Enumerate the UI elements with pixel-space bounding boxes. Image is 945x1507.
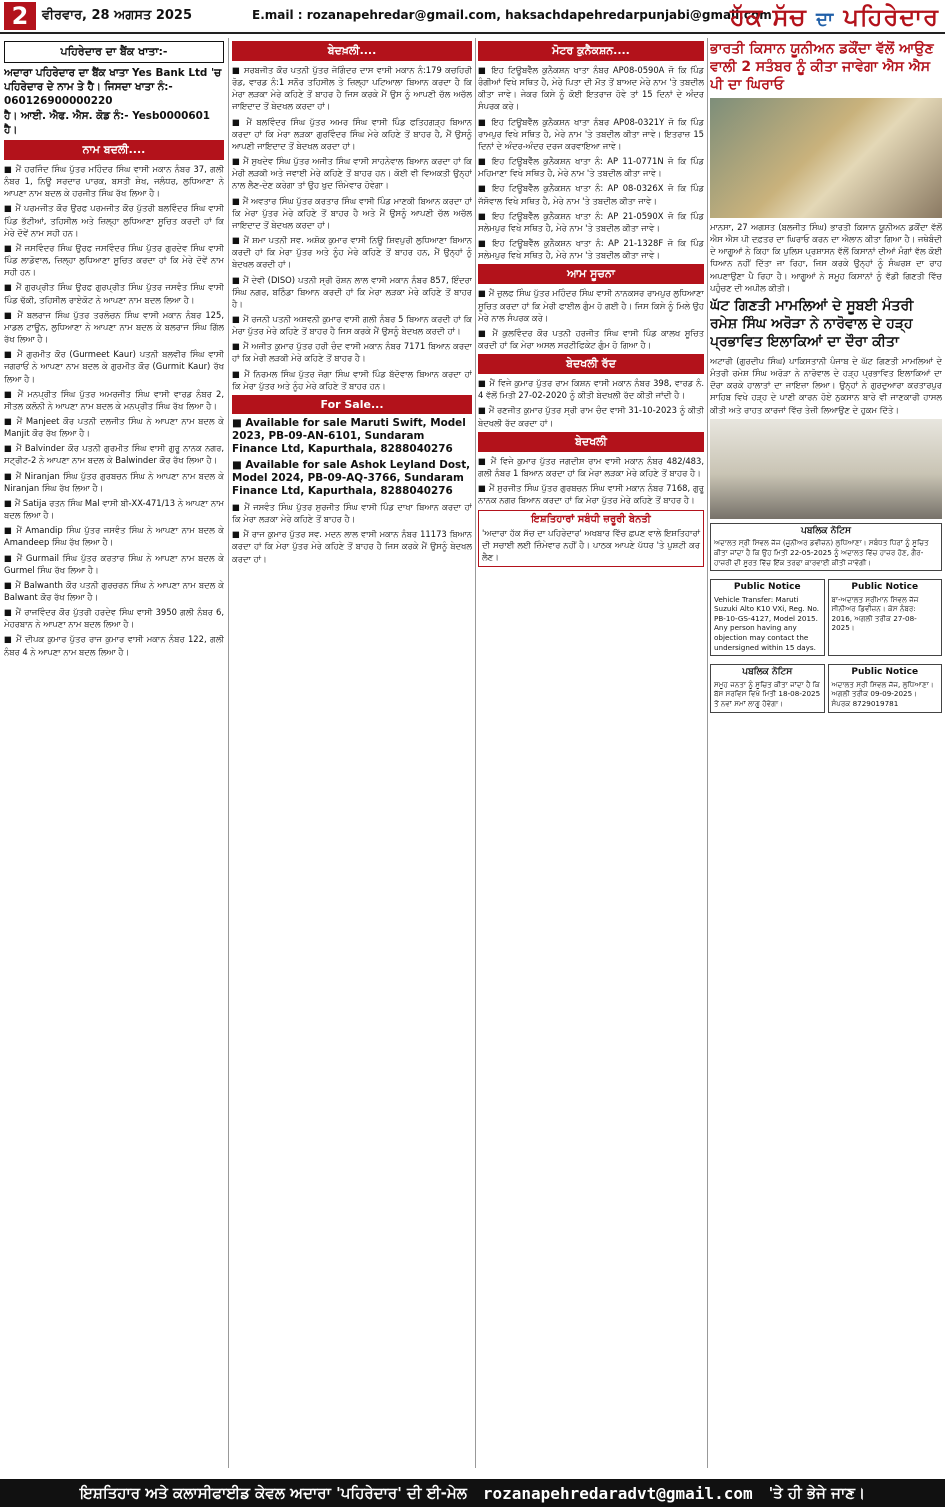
- column-4: [710, 38, 942, 1468]
- column-3: [478, 38, 704, 1468]
- list-item: ■ ਇਹ ਟਿਊਬਵੈੱਲ ਕੁਨੈਕਸ਼ਨ ਖਾਤਾ ਨੰਬਰ AP08-0321Y ਜੋ ਕਿ ਪਿੰਡ ਰਾਮਪੁਰ ਵਿਖੇ ਸਥਿਤ ਹੈ, ਮੇਰੇ ਨਾਮ 'ਤੇ ਤਬਦੀਲ ਕੀਤਾ ਜਾਵੇ। ਇਤਰਾਜ਼ 15 ਦਿਨਾਂ ਦੇ ਅੰਦਰ-ਅੰਦਰ ਦਰਜ ਕਰਵਾਇਆ ਜਾਵੇ।: [478, 116, 704, 151]
- list-item: ■ ਮੈਂ Manjeet ਕੌਰ ਪਤਨੀ ਦਲਜੀਤ ਸਿੰਘ ਨੇ ਆਪਣਾ ਨਾਮ ਬਦਲ ਕੇ Manjit ਕੌਰ ਰੱਖ ਲਿਆ ਹੈ।: [4, 415, 224, 439]
- public-notice: [710, 579, 825, 656]
- disinheritance-cancel-heading: ਬੇਦਖਲੀ ਰੱਦ: [478, 354, 704, 374]
- story-farmers-union: ਮਾਨਸਾ, 27 ਅਗਸਤ (ਬਲਜੀਤ ਸਿੰਘ) ਭਾਰਤੀ ਕਿਸਾਨ ਯੂਨੀਅਨ ਡਕੌਂਦਾ ਵੱਲੋਂ ਐਸ ਐਸ ਪੀ ਦਫ਼ਤਰ ਦਾ ਘਿਰਾਓ ਕਰਨ ਦਾ ਐਲਾਨ ਕੀਤਾ ਗਿਆ ਹੈ। ਜਥੇਬੰਦੀ ਦੇ ਆਗੂਆਂ ਨੇ ਕਿਹਾ ਕਿ ਪੁਲਿਸ ਪ੍ਰਸ਼ਾਸਨ ਵੱਲੋਂ ਕਿਸਾਨਾਂ ਦੀਆਂ ਮੰਗਾਂ ਵੱਲ ਕੋਈ ਧਿਆਨ ਨਹੀਂ ਦਿੱਤਾ ਜਾ ਰਿਹਾ, ਜਿਸ ਕਰਕੇ ਉਨ੍ਹਾਂ ਨੂੰ ਸੰਘਰਸ਼ ਦਾ ਰਾਹ ਅਪਣਾਉਣਾ ਪੈ ਰਿਹਾ ਹੈ। ਆਗੂਆਂ ਨੇ ਸਮੂਹ ਕਿਸਾਨਾਂ ਨੂੰ ਵੱਡੀ ਗਿਣਤੀ ਵਿੱਚ ਪਹੁੰਚਣ ਦੀ ਅਪੀਲ ਕੀਤੀ।: [710, 222, 942, 293]
- notice-text: Vehicle Transfer: Maruti Suzuki Alto K10 VXi, Reg. No. PB-10-GS-4127, Model 2015. Any person having any objection may contact the undersigned within 15 days.: [714, 594, 820, 652]
- list-item: ■ ਮੈਂ Amandip ਸਿੰਘ ਪੁੱਤਰ ਜਸਵੰਤ ਸਿੰਘ ਨੇ ਆਪਣਾ ਨਾਮ ਬਦਲ ਕੇ Amandeep ਸਿੰਘ ਰੱਖ ਲਿਆ ਹੈ।: [4, 525, 224, 548]
- bank-line: ਅਦਾਰਾ ਪਹਿਰੇਦਾਰ ਦਾ ਬੈਂਕ ਖਾਤਾ Yes Bank Ltd 'ਚ ਪਹਿਰੇਦਾਰ ਦੇ ਨਾਮ ਤੇ ਹੈ। ਜਿਸਦਾ ਖਾਤਾ ਨੰ:- 060126900000220: [4, 67, 222, 107]
- column-1: [4, 38, 224, 1468]
- list-item: ■ ਮੈਂ Satija ਰਤਨ ਸਿੰਘ Mal ਵਾਸੀ ਬੀ-XX-471/13 ਨੇ ਆਪਣਾ ਨਾਮ ਬਦਲ ਲਿਆ ਹੈ।: [4, 497, 224, 521]
- notice-row: [710, 575, 942, 660]
- list-item: ■ ਮੈਂ Balvinder ਕੌਰ ਪਤਨੀ ਗੁਰਮੀਤ ਸਿੰਘ ਵਾਸੀ ਗੁਰੂ ਨਾਨਕ ਨਗਰ, ਸਟ੍ਰੀਟ-2 ਨੇ ਆਪਣਾ ਨਾਮ ਬਦਲ ਕੇ Balwinder ਕੌਰ ਰੱਖ ਲਿਆ ਹੈ।: [4, 443, 224, 466]
- list-item: ■ ਮੈਂ Gurmail ਸਿੰਘ ਪੁੱਤਰ ਕਰਤਾਰ ਸਿੰਘ ਨੇ ਆਪਣਾ ਨਾਮ ਬਦਲ ਕੇ Gurmel ਸਿੰਘ ਰੱਖ ਲਿਆ ਹੈ।: [4, 552, 224, 575]
- disinheritance-list-2: [232, 501, 472, 565]
- disinheritance-list-3: [478, 455, 704, 507]
- list-item: ■ ਮੈਂ ਦੇਵੀ (DISO) ਪਤਨੀ ਸ੍ਰੀ ਰੋਸ਼ਨ ਲਾਲ ਵਾਸੀ ਮਕਾਨ ਨੰਬਰ 857, ਇੰਦਰਾ ਸਿੰਘ ਨਗਰ, ਬਠਿੰਡਾ ਬਿਆਨ ਕਰਦੀ ਹਾਂ ਕਿ ਮੇਰਾ ਲੜਕਾ ਮੇਰੇ ਕਹਿਣੇ ਤੋਂ ਬਾਹਰ ਹੈ।: [232, 274, 472, 309]
- disinheritance-cancel-list: [478, 377, 704, 429]
- notice-title: Public Notice: [733, 582, 801, 593]
- public-notice: [828, 664, 943, 712]
- list-item: ■ ਮੈਂ ਗੁਰਮੀਤ ਕੌਰ (Gurmeet Kaur) ਪਤਨੀ ਬਲਵੀਰ ਸਿੰਘ ਵਾਸੀ ਜਗਰਾਓਂ ਨੇ ਆਪਣਾ ਨਾਮ ਬਦਲ ਕੇ ਗੁਰਮੀਤ ਕੌਰ (Gurmit Kaur) ਰੱਖ ਲਿਆ ਹੈ।: [4, 349, 224, 384]
- motor-connection-heading: ਮੋਟਰ ਕੁਨੈਕਸ਼ਨ....: [478, 41, 704, 61]
- column-divider: [707, 38, 708, 1468]
- footer-text: 'ਤੇ ਹੀ ਭੇਜੇ ਜਾਣ।: [768, 1484, 866, 1502]
- list-item: ■ ਮੈਂ ਅਵਤਾਰ ਸਿੰਘ ਪੁੱਤਰ ਕਰਤਾਰ ਸਿੰਘ ਵਾਸੀ ਪਿੰਡ ਮਾਣਕੀ ਬਿਆਨ ਕਰਦਾ ਹਾਂ ਕਿ ਮੇਰਾ ਪੁੱਤਰ ਮੇਰੇ ਕਹਿਣੇ ਤੋਂ ਬਾਹਰ ਹੈ ਅਤੇ ਮੈਂ ਉਸਨੂੰ ਆਪਣੀ ਚੱਲ ਅਚੱਲ ਜਾਇਦਾਦ ਤੋਂ ਬੇਦਖਲ ਕਰਦਾ ਹਾਂ।: [232, 195, 472, 230]
- general-notice-list: [478, 287, 704, 351]
- advertising-disclaimer-box: [478, 510, 704, 567]
- list-item: ■ ਮੈਂ ਜ਼ੁਲਫ ਸਿੰਘ ਪੁੱਤਰ ਮਹਿੰਦਰ ਸਿੰਘ ਵਾਸੀ ਨਾਨਕਸਰ ਰਾਮਪੁਰ ਲੁਧਿਆਣਾ ਸੂਚਿਤ ਕਰਦਾ ਹਾਂ ਕਿ ਮੇਰੀ ਫਾਈਲ ਗੁੰਮ ਹੋ ਗਈ ਹੈ। ਜਿਸ ਕਿਸੇ ਨੂੰ ਮਿਲੇ ਉਹ ਮੇਰੇ ਨਾਲ ਸੰਪਰਕ ਕਰੇ।: [478, 288, 704, 323]
- headline-minister-visit: ਘੱਟ ਗਿਣਤੀ ਮਾਮਲਿਆਂ ਦੇ ਸੂਬਈ ਮੰਤਰੀ ਰਮੇਸ਼ ਸਿੰਘ ਅਰੋੜਾ ਨੇ ਨਾਰੋਵਾਲ ਦੇ ਹੜ੍ਹ ਪ੍ਰਭਾਵਿਤ ਇਲਾਕਿਆਂ ਦਾ ਦੌਰਾ ਕੀਤਾ: [710, 297, 914, 350]
- footer-banner: [0, 1479, 945, 1507]
- list-item: ■ ਮੈਂ Balwanth ਕੌਰ ਪਤਨੀ ਗੁਰਚਰਨ ਸਿੰਘ ਨੇ ਆਪਣਾ ਨਾਮ ਬਦਲ ਕੇ Balwant ਕੌਰ ਰੱਖ ਲਿਆ ਹੈ।: [4, 579, 224, 602]
- name-change-heading: ਨਾਮ ਬਦਲੀ....: [4, 140, 224, 160]
- general-notice-heading: ਆਮ ਸੂਚਨਾ: [478, 264, 704, 284]
- disinheritance-list: [232, 64, 472, 392]
- disclaimer-text: 'ਅਦਾਰਾ ਹੱਕ ਸੱਚ ਦਾ ਪਹਿਰੇਦਾਰ' ਅਖਬਾਰ ਵਿੱਚ ਛਪਣ ਵਾਲੇ ਇਸ਼ਤਿਹਾਰਾਂ ਦੀ ਸਚਾਈ ਲਈ ਜ਼ਿੰਮੇਵਾਰ ਨਹੀਂ ਹੈ। ਪਾਠਕ ਆਪਣੇ ਪੱਧਰ 'ਤੇ ਪੁਸ਼ਟੀ ਕਰ ਲੈਣ।: [482, 527, 700, 562]
- notice-text: ਸਮੂਹ ਜਨਤਾ ਨੂੰ ਸੂਚਿਤ ਕੀਤਾ ਜਾਂਦਾ ਹੈ ਕਿ ਬੱਸ ਸਰਵਿਸ ਵਿਖੇ ਮਿਤੀ 18-08-2025 ਤੋਂ ਨਵਾਂ ਸਮਾਂ ਲਾਗੂ ਹੋਵੇਗਾ।: [714, 679, 821, 709]
- list-item: ■ ਇਹ ਟਿਊਬਵੈੱਲ ਕੁਨੈਕਸ਼ਨ ਖਾਤਾ ਨੰ: AP 11-0771N ਜੋ ਕਿ ਪਿੰਡ ਮਹਿਮਾਣਾ ਵਿਖੇ ਸਥਿਤ ਹੈ, ਮੇਰੇ ਨਾਮ 'ਤੇ ਤਬਦੀਲ ਕੀਤਾ ਜਾਵੇ।: [478, 156, 704, 179]
- notice-title: Public Notice: [851, 582, 919, 593]
- list-item: ■ ਮੈਂ ਕੁਲਵਿੰਦਰ ਕੌਰ ਪਤਨੀ ਹਰਜੀਤ ਸਿੰਘ ਵਾਸੀ ਪਿੰਡ ਕਾਲਖ ਸੂਚਿਤ ਕਰਦੀ ਹਾਂ ਕਿ ਮੇਰਾ ਅਸਲ ਸਰਟੀਫਿਕੇਟ ਗੁੰਮ ਹੋ ਗਿਆ ਹੈ।: [478, 327, 704, 350]
- list-item: ■ ਮੈਂ ਰਾਜਵਿੰਦਰ ਕੌਰ ਪੁੱਤਰੀ ਹਰਦੇਵ ਸਿੰਘ ਵਾਸੀ 3950 ਗਲੀ ਨੰਬਰ 6, ਮੇਹਰਬਾਨ ਨੇ ਆਪਣਾ ਨਾਮ ਬਦਲ ਲਿਆ ਹੈ।: [4, 607, 224, 630]
- notice-text: ਬਾ-ਅਦਾਲਤ ਸ੍ਰੀਮਾਨ ਸਿਵਲ ਜੱਜ ਸੀਨੀਅਰ ਡਿਵੀਜ਼ਨ। ਕੇਸ ਨੰਬਰ: 2016, ਅਗਲੀ ਤਰੀਕ 27-08-2025।: [831, 594, 919, 633]
- list-item: ■ ਮੈਂ ਬਲਵਿੰਦਰ ਸਿੰਘ ਪੁੱਤਰ ਅਮਰ ਸਿੰਘ ਵਾਸੀ ਪਿੰਡ ਫਤਿਹਗੜ੍ਹ ਬਿਆਨ ਕਰਦਾ ਹਾਂ ਕਿ ਮੇਰਾ ਲੜਕਾ ਗੁਰਵਿੰਦਰ ਸਿੰਘ ਮੇਰੇ ਕਹਿਣੇ ਤੋਂ ਬਾਹਰ ਹੈ, ਮੈਂ ਉਸਨੂੰ ਆਪਣੀ ਜਾਇਦਾਦ ਤੋਂ ਬੇਦਖਲ ਕਰਦਾ ਹਾਂ।: [232, 116, 472, 151]
- list-item: ■ ਮੈਂ ਹਰਜਿੰਦ ਸਿੰਘ ਪੁੱਤਰ ਮਹਿੰਦਰ ਸਿੰਘ ਵਾਸੀ ਮਕਾਨ ਨੰਬਰ 37, ਗਲੀ ਨੰਬਰ 1, ਨਿਊ ਸਰਦਾਰ ਪਾਰਕ, ਬਸਤੀ ਸ਼ੇਖ, ਜਲੰਧਰ, ਲੁਧਿਆਣਾ ਨੇ ਆਪਣਾ ਨਾਮ ਬਦਲ ਕੇ ਹਰਜੀਤ ਸਿੰਘ ਰੱਖ ਲਿਆ ਹੈ।: [4, 164, 224, 199]
- list-item: ■ ਸਰਬਜੀਤ ਕੌਰ ਪਤਨੀ ਪੁੱਤਰ ਜੋਗਿੰਦਰ ਦਾਸ ਵਾਸੀ ਮਕਾਨ ਨੰ:179 ਕਚਹਿਰੀ ਰੋਡ, ਵਾਰਡ ਨੰ:1 ਸਨੌਰ ਤਹਿਸੀਲ ਤੇ ਜ਼ਿਲ੍ਹਾ ਪਟਿਆਲਾ ਬਿਆਨ ਕਰਦਾ ਹੈ ਕਿ ਮੇਰਾ ਲੜਕਾ ਮੇਰੇ ਕਹਿਣੇ ਤੋਂ ਬਾਹਰ ਹੈ ਜਿਸ ਕਰਕੇ ਮੈਂ ਉਸ ਨੂੰ ਆਪਣੀ ਚੱਲ ਅਚੱਲ ਜਾਇਦਾਦ ਤੋਂ ਬੇਦਖਲ ਕਰਦਾ ਹਾਂ।: [232, 65, 472, 112]
- notice-title: ਪਬਲਿਕ ਨੋਟਿਸ: [801, 525, 851, 536]
- list-item: ■ ਮੈਂ ਅਜੀਤ ਕੁਮਾਰ ਪੁੱਤਰ ਹਰੀ ਚੰਦ ਵਾਸੀ ਮਕਾਨ ਨੰਬਰ 7171 ਬਿਆਨ ਕਰਦਾ ਹਾਂ ਕਿ ਮੇਰੀ ਲੜਕੀ ਮੇਰੇ ਕਹਿਣੇ ਤੋਂ ਬਾਹਰ ਹੈ।: [232, 341, 472, 364]
- list-item: ■ ਮੈਂ ਗੁਰਪ੍ਰੀਤ ਸਿੰਘ ਉਰਫ ਗੁਰਪ੍ਰੀਤ ਸਿੰਘ ਪੁੱਤਰ ਜਸਵੰਤ ਸਿੰਘ ਵਾਸੀ ਪਿੰਡ ਢੱਕੀ, ਤਹਿਸੀਲ ਰਾਏਕੋਟ ਨੇ ਆਪਣਾ ਨਾਮ ਬਦਲ ਲਿਆ ਹੈ।: [4, 282, 224, 305]
- bank-account-box: [4, 66, 224, 137]
- list-item: ■ ਮੈਂ ਮਨਪ੍ਰੀਤ ਸਿੰਘ ਪੁੱਤਰ ਅਮਰਜੀਤ ਸਿੰਘ ਵਾਸੀ ਵਾਰਡ ਨੰਬਰ 2, ਸੀਤਲ ਕਲੋਨੀ ਨੇ ਆਪਣਾ ਨਾਮ ਬਦਲ ਕੇ ਮਨਪ੍ਰੀਤ ਸਿੰਘ ਰੱਖ ਲਿਆ ਹੈ।: [4, 388, 224, 411]
- public-notice: [710, 664, 825, 712]
- column-2: [232, 38, 472, 1468]
- date-line: ਵੀਰਵਾਰ, 28 ਅਗਸਤ 2025: [42, 8, 193, 23]
- list-item: ■ ਇਹ ਟਿਊਬਵੈੱਲ ਕੁਨੈਕਸ਼ਨ ਖਾਤਾ ਨੰ: AP 08-0326X ਜੋ ਕਿ ਪਿੰਡ ਜੱਸੋਵਾਲ ਵਿਖੇ ਸਥਿਤ ਹੈ, ਮੇਰੇ ਨਾਮ 'ਤੇ ਤਬਦੀਲ ਕੀਤਾ ਜਾਵੇ।: [478, 183, 704, 206]
- list-item: ■ ਇਹ ਟਿਊਬਵੈੱਲ ਕੁਨੈਕਸ਼ਨ ਖਾਤਾ ਨੰਬਰ AP08-0590A ਜੋ ਕਿ ਪਿੰਡ ਰੰਗੀਆਂ ਵਿਖੇ ਸਥਿਤ ਹੈ, ਮੇਰੇ ਪਿਤਾ ਦੀ ਮੌਤ ਤੋਂ ਬਾਅਦ ਮੇਰੇ ਨਾਮ 'ਤੇ ਤਬਦੀਲ ਕੀਤਾ ਜਾਵੇ। ਜੇਕਰ ਕਿਸੇ ਨੂੰ ਕੋਈ ਇਤਰਾਜ਼ ਹੋਵੇ ਤਾਂ 15 ਦਿਨਾਂ ਦੇ ਅੰਦਰ ਸੰਪਰਕ ਕਰੇ।: [478, 65, 704, 112]
- column-divider: [475, 38, 476, 1468]
- list-item: ■ ਮੈਂ ਪਰਮਜੀਤ ਕੌਰ ਉਰਫ ਪਰਮਜੀਤ ਕੌਰ ਪੁੱਤਰੀ ਬਲਵਿੰਦਰ ਸਿੰਘ ਵਾਸੀ ਪਿੰਡ ਭੱਟੀਆਂ, ਤਹਿਸੀਲ ਅਤੇ ਜ਼ਿਲ੍ਹਾ ਲੁਧਿਆਣਾ ਸੂਚਿਤ ਕਰਦੀ ਹਾਂ ਕਿ ਮੇਰੇ ਦੋਵੇਂ ਨਾਮ ਸਹੀ ਹਨ।: [4, 203, 224, 238]
- for-sale-item: ■ Available for sale Maruti Swift, Model 2023, PB-09-AN-6101, Sundaram Finance Ltd, Kapurthala, 8288040276: [232, 416, 466, 455]
- email-line: E.mail : rozanapehredar@gmail.com, haksachdapehredarpunjabi@gmail.com: [252, 8, 772, 22]
- notice-text: ਅਦਾਲਤ ਸ੍ਰੀ ਸਿਵਲ ਜੱਜ, ਲੁਧਿਆਣਾ। ਅਗਲੀ ਤਰੀਕ 09-09-2025। ਸੰਪਰਕ 8729019781: [831, 679, 934, 709]
- list-item: ■ ਇਹ ਟਿਊਬਵੈੱਲ ਕੁਨੈਕਸ਼ਨ ਖਾਤਾ ਨੰ: AP 21-0590X ਜੋ ਕਿ ਪਿੰਡ ਸਲੇਮਪੁਰ ਵਿਖੇ ਸਥਿਤ ਹੈ, ਮੇਰੇ ਨਾਮ 'ਤੇ ਤਬਦੀਲ ਕੀਤਾ ਜਾਵੇ।: [478, 210, 704, 233]
- list-item: ■ ਇਹ ਟਿਊਬਵੈੱਲ ਕੁਨੈਕਸ਼ਨ ਖਾਤਾ ਨੰ: AP 21-1328F ਜੋ ਕਿ ਪਿੰਡ ਸਲੇਮਪੁਰ ਵਿਖੇ ਸਥਿਤ ਹੈ, ਮੇਰੇ ਨਾਮ 'ਤੇ ਤਬਦੀਲ ਕੀਤਾ ਜਾਵੇ।: [478, 238, 704, 261]
- list-item: ■ ਮੈਂ ਵਿਜੇ ਕੁਮਾਰ ਪੁੱਤਰ ਰਾਮ ਕਿਸ਼ਨ ਵਾਸੀ ਮਕਾਨ ਨੰਬਰ 398, ਵਾਰਡ ਨੰ. 4 ਵੱਲੋਂ ਮਿਤੀ 27-02-2020 ਨੂੰ ਕੀਤੀ ਬੇਦਖਲੀ ਰੱਦ ਕੀਤੀ ਜਾਂਦੀ ਹੈ।: [478, 378, 704, 401]
- page-number: 2: [4, 2, 36, 30]
- list-item: ■ ਮੈਂ ਨਿਰਮਲ ਸਿੰਘ ਪੁੱਤਰ ਜੋਗਾ ਸਿੰਘ ਵਾਸੀ ਪਿੰਡ ਬੱਦੋਵਾਲ ਬਿਆਨ ਕਰਦਾ ਹਾਂ ਕਿ ਮੇਰਾ ਪੁੱਤਰ ਅਤੇ ਨੂੰਹ ਮੇਰੇ ਕਹਿਣੇ ਤੋਂ ਬਾਹਰ ਹਨ।: [232, 368, 472, 391]
- story-minister-visit: ਅਟਾਰੀ (ਗੁਰਦੀਪ ਸਿੰਘ) ਪਾਕਿਸਤਾਨੀ ਪੰਜਾਬ ਦੇ ਘੱਟ ਗਿਣਤੀ ਮਾਮਲਿਆਂ ਦੇ ਮੰਤਰੀ ਰਮੇਸ਼ ਸਿੰਘ ਅਰੋੜਾ ਨੇ ਨਾਰੋਵਾਲ ਦੇ ਹੜ੍ਹ ਪ੍ਰਭਾਵਿਤ ਇਲਾਕਿਆਂ ਦਾ ਦੌਰਾ ਕਰਕੇ ਹਾਲਾਤਾਂ ਦਾ ਜਾਇਜ਼ਾ ਲਿਆ। ਉਨ੍ਹਾਂ ਨੇ ਗੁਰਦੁਆਰਾ ਕਰਤਾਰਪੁਰ ਸਾਹਿਬ ਵਿਖੇ ਹੜ੍ਹ ਦੇ ਪਾਣੀ ਕਾਰਨ ਹੋਏ ਨੁਕਸਾਨ ਬਾਰੇ ਵੀ ਜਾਣਕਾਰੀ ਹਾਸਲ ਕੀਤੀ ਅਤੇ ਰਾਹਤ ਕਾਰਜਾਂ ਵਿੱਚ ਤੇਜ਼ੀ ਲਿਆਉਣ ਦੇ ਹੁਕਮ ਦਿੱਤੇ।: [710, 355, 942, 415]
- public-notice: [828, 579, 943, 656]
- notice-title: Public Notice: [851, 667, 919, 678]
- column-divider: [228, 38, 229, 1468]
- headline-farmers-union: ਭਾਰਤੀ ਕਿਸਾਨ ਯੂਨੀਅਨ ਡਕੌਂਦਾ ਵੱਲੋਂ ਆਉਣ ਵਾਲੀ 2 ਸਤੰਬਰ ਨੂੰ ਕੀਤਾ ਜਾਵੇਗਾ ਐਸ ਐਸ ਪੀ ਦਾ ਘਿਰਾਓ: [710, 41, 934, 93]
- list-item: ■ ਮੈਂ ਰਾਜ ਕੁਮਾਰ ਪੁੱਤਰ ਸਵ. ਮਦਨ ਲਾਲ ਵਾਸੀ ਮਕਾਨ ਨੰਬਰ 11173 ਬਿਆਨ ਕਰਦਾ ਹਾਂ ਕਿ ਮੇਰਾ ਪੁੱਤਰ ਮੇਰੇ ਕਹਿਣੇ ਤੋਂ ਬਾਹਰ ਹੈ ਜਿਸ ਕਰਕੇ ਮੈਂ ਉਸਨੂੰ ਬੇਦਖਲ ਕਰਦਾ ਹਾਂ।: [232, 529, 472, 564]
- list-item: ■ ਮੈਂ ਬਲਰਾਜ ਸਿੰਘ ਪੁੱਤਰ ਤਰਲੋਚਨ ਸਿੰਘ ਵਾਸੀ ਮਕਾਨ ਨੰਬਰ 125, ਮਾਡਲ ਟਾਊਨ, ਲੁਧਿਆਣਾ ਨੇ ਆਪਣਾ ਨਾਮ ਬਦਲ ਕੇ ਬਲਰਾਜ ਸਿੰਘ ਗਿੱਲ ਰੱਖ ਲਿਆ ਹੈ।: [4, 309, 224, 345]
- list-item: ■ ਮੈਂ ਵਿਜੇ ਕੁਮਾਰ ਪੁੱਤਰ ਜਗਦੀਸ਼ ਰਾਮ ਵਾਸੀ ਮਕਾਨ ਨੰਬਰ 482/483, ਗਲੀ ਨੰਬਰ 1 ਬਿਆਨ ਕਰਦਾ ਹਾਂ ਕਿ ਮੇਰਾ ਲੜਕਾ ਮੇਰੇ ਕਹਿਣੇ ਤੋਂ ਬਾਹਰ ਹੈ।: [478, 455, 704, 478]
- list-item: ■ ਮੈਂ ਜਸਵਿੰਦਰ ਸਿੰਘ ਉਰਫ ਜਸਵਿੰਦਰ ਸਿੰਘ ਪੁੱਤਰ ਗੁਰਦੇਵ ਸਿੰਘ ਵਾਸੀ ਪਿੰਡ ਲਾਡੋਵਾਲ, ਜ਼ਿਲ੍ਹਾ ਲੁਧਿਆਣਾ ਸੂਚਿਤ ਕਰਦਾ ਹਾਂ ਕਿ ਮੇਰੇ ਦੋਵੇਂ ਨਾਮ ਸਹੀ ਹਨ।: [4, 242, 224, 278]
- list-item: ■ ਮੈਂ ਸ਼ਮਾ ਪਤਨੀ ਸਵ. ਅਸ਼ੋਕ ਕੁਮਾਰ ਵਾਸੀ ਨਿਊ ਸ਼ਿਵਪੁਰੀ ਲੁਧਿਆਣਾ ਬਿਆਨ ਕਰਦੀ ਹਾਂ ਕਿ ਮੇਰਾ ਪੁੱਤਰ ਅਤੇ ਨੂੰਹ ਮੇਰੇ ਕਹਿਣੇ ਤੋਂ ਬਾਹਰ ਹਨ, ਮੈਂ ਉਨ੍ਹਾਂ ਨੂੰ ਬੇਦਖਲ ਕਰਦੀ ਹਾਂ।: [232, 235, 472, 270]
- list-item: ■ ਮੈਂ ਜਸਵੰਤ ਸਿੰਘ ਪੁੱਤਰ ਸੁਰਜੀਤ ਸਿੰਘ ਵਾਸੀ ਪਿੰਡ ਦਾਖਾ ਬਿਆਨ ਕਰਦਾ ਹਾਂ ਕਿ ਮੇਰਾ ਲੜਕਾ ਮੇਰੇ ਕਹਿਣੇ ਤੋਂ ਬਾਹਰ ਹੈ।: [232, 501, 472, 525]
- list-item: ■ ਮੈਂ ਸੁਖਦੇਵ ਸਿੰਘ ਪੁੱਤਰ ਅਜੀਤ ਸਿੰਘ ਵਾਸੀ ਸਾਹਨੇਵਾਲ ਬਿਆਨ ਕਰਦਾ ਹਾਂ ਕਿ ਮੇਰੀ ਲੜਕੀ ਅਤੇ ਜਵਾਈ ਮੇਰੇ ਕਹਿਣੇ ਤੋਂ ਬਾਹਰ ਹਨ। ਕੋਈ ਵੀ ਵਿਅਕਤੀ ਉਨ੍ਹਾਂ ਨਾਲ ਲੈਣ-ਦੇਣ ਕਰੇਗਾ ਤਾਂ ਉਹ ਖੁਦ ਜ਼ਿੰਮੇਵਾਰ ਹੋਵੇਗਾ।: [232, 156, 472, 191]
- disclaimer-title: ਇਸ਼ਤਿਹਾਰਾਂ ਸਬੰਧੀ ਜ਼ਰੂਰੀ ਬੇਨਤੀ: [531, 514, 651, 526]
- for-sale-item: ■ Available for sale Ashok Leyland Dost, Model 2024, PB-09-AQ-3766, Sundaram Finance Ltd, Kapurthala, 8288040276: [232, 458, 471, 497]
- motor-connection-list: [478, 64, 704, 261]
- list-item: ■ ਮੈਂ ਸੁਰਜੀਤ ਸਿੰਘ ਪੁੱਤਰ ਗੁਰਬਚਨ ਸਿੰਘ ਵਾਸੀ ਮਕਾਨ ਨੰਬਰ 7168, ਗੁਰੂ ਨਾਨਕ ਨਗਰ ਬਿਆਨ ਕਰਦਾ ਹਾਂ ਕਿ ਮੇਰਾ ਪੁੱਤਰ ਮੇਰੇ ਕਹਿਣੇ ਤੋਂ ਬਾਹਰ ਹੈ।: [478, 483, 704, 506]
- list-item: ■ ਮੈਂ ਰਜਨੀ ਪਤਨੀ ਅਸ਼ਵਨੀ ਕੁਮਾਰ ਵਾਸੀ ਗਲੀ ਨੰਬਰ 5 ਬਿਆਨ ਕਰਦੀ ਹਾਂ ਕਿ ਮੇਰਾ ਪੁੱਤਰ ਮੇਰੇ ਕਹਿਣੇ ਤੋਂ ਬਾਹਰ ਹੈ ਜਿਸ ਕਰਕੇ ਮੈਂ ਉਸਨੂੰ ਬੇਦਖਲ ਕਰਦੀ ਹਾਂ।: [232, 313, 472, 337]
- name-change-list: [4, 163, 224, 658]
- bank-account-heading: ਪਹਿਰੇਦਾਰ ਦਾ ਬੈਂਕ ਖਾਤਾ:-: [4, 41, 224, 63]
- disinheritance-heading: ਬੇਦਖ਼ਲੀ....: [232, 41, 472, 61]
- disinheritance-heading-2: ਬੇਦਖਲੀ: [478, 432, 704, 452]
- notice-text: ਅਦਾਲਤ ਸ੍ਰੀ ਸਿਵਲ ਜੱਜ (ਜੂਨੀਅਰ ਡਵੀਜ਼ਨ) ਲੁਧਿਆਣਾ। ਸਬੰਧਤ ਧਿਰਾਂ ਨੂੰ ਸੂਚਿਤ ਕੀਤਾ ਜਾਂਦਾ ਹੈ ਕਿ ਉਹ ਮਿਤੀ 22-05-2025 ਨੂੰ ਅਦਾਲਤ ਵਿੱਚ ਹਾਜ਼ਰ ਹੋਣ, ਗੈਰ-ਹਾਜ਼ਰੀ ਦੀ ਸੂਰਤ ਵਿੱਚ ਇੱਕ ਤਰਫਾ ਕਾਰਵਾਈ ਕੀਤੀ ਜਾਵੇਗੀ।: [714, 538, 929, 567]
- list-item: ■ ਮੈਂ ਦੀਪਕ ਕੁਮਾਰ ਪੁੱਤਰ ਰਾਜ ਕੁਮਾਰ ਵਾਸੀ ਮਕਾਨ ਨੰਬਰ 122, ਗਲੀ ਨੰਬਰ 4 ਨੇ ਆਪਣਾ ਨਾਮ ਬਦਲ ਲਿਆ ਹੈ।: [4, 634, 224, 657]
- masthead: [0, 0, 945, 34]
- list-item: ■ ਮੈਂ ਰਣਜੀਤ ਕੁਮਾਰ ਪੁੱਤਰ ਸ੍ਰੀ ਰਾਮ ਚੰਦ ਵਾਸੀ 31-10-2023 ਨੂੰ ਕੀਤੀ ਬੇਦਖਲੀ ਰੱਦ ਕਰਦਾ ਹਾਂ।: [478, 405, 704, 428]
- public-notice: [710, 523, 942, 571]
- list-item: ■ ਮੈਂ Niranjan ਸਿੰਘ ਪੁੱਤਰ ਗੁਰਬਚਨ ਸਿੰਘ ਨੇ ਆਪਣਾ ਨਾਮ ਬਦਲ ਕੇ Niranjan ਸਿੰਘ ਰੱਖ ਲਿਆ ਹੈ।: [4, 470, 224, 493]
- for-sale-heading: For Sale...: [232, 395, 472, 414]
- news-photo-farmers: [710, 98, 942, 218]
- bank-line: ਹੈ। ਆਈ. ਐਫ. ਐਸ. ਕੋਡ ਨੰ:- Yesb0000601 ਹੈ।: [4, 110, 211, 136]
- footer-text: ਇਸ਼ਤਿਹਾਰ ਅਤੇ ਕਲਾਸੀਫਾਈਡ ਕੇਵਲ ਅਦਾਰਾ 'ਪਹਿਰੇਦਾਰ' ਦੀ ਈ-ਮੇਲ: [79, 1484, 467, 1502]
- footer-email: rozanapehredaradvt@gmail.com: [482, 1483, 753, 1503]
- newspaper-logo: ਹੱਕ ਸੱਚ ਦਾ ਪਹਿਰੇਦਾਰ: [730, 2, 939, 31]
- notice-title: ਪਬਲਿਕ ਨੋਟਿਸ: [742, 667, 793, 678]
- news-photo-gurdwara: [710, 419, 942, 519]
- notice-row: [710, 660, 942, 716]
